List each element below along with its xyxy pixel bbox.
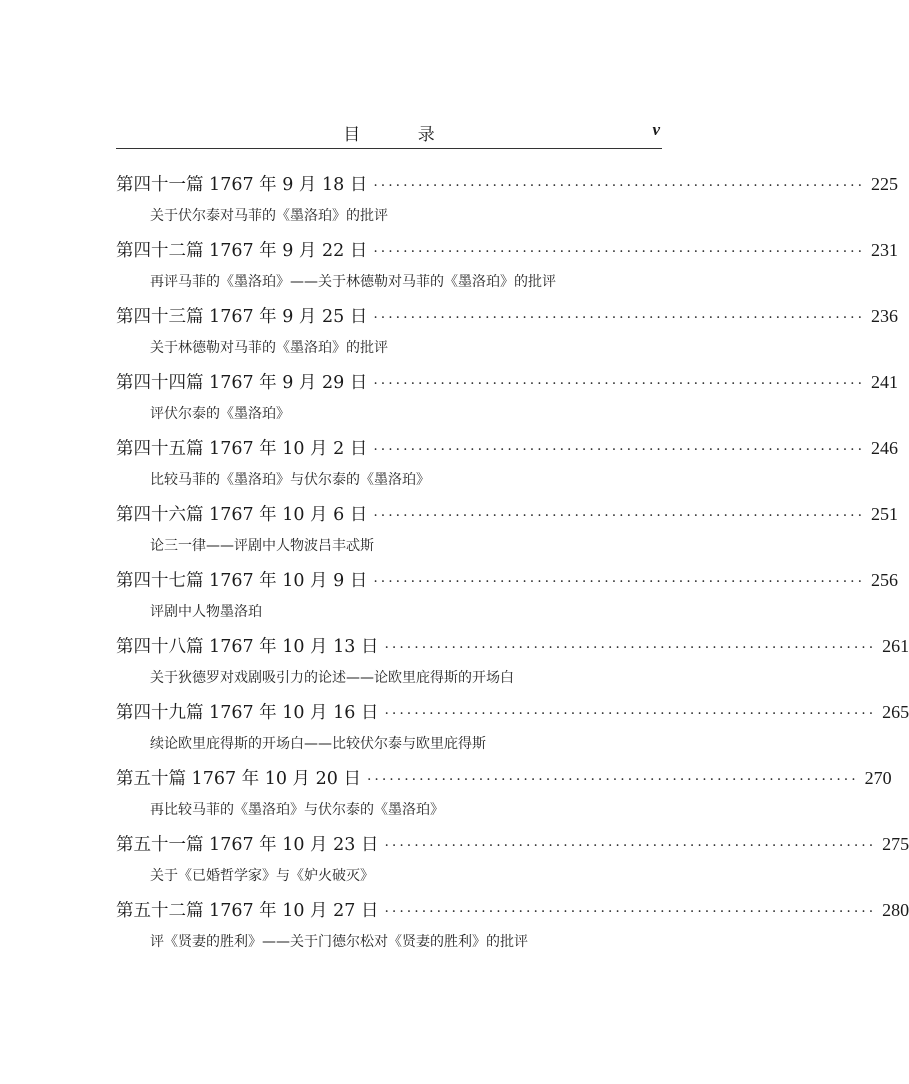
entry-page-number: 251 bbox=[871, 504, 899, 524]
entry-subtitle: 关于林德勒对马菲的《墨洛珀》的批评 bbox=[150, 340, 388, 356]
entry-title: 第四十二篇 1767 年 9 月 22 日 bbox=[116, 241, 368, 261]
entry-title: 第四十一篇 1767 年 9 月 18 日 bbox=[116, 175, 368, 195]
entry-title: 第四十七篇 1767 年 10 月 9 日 bbox=[116, 571, 368, 591]
entry-subtitle: 论三一律——评剧中人物波吕丰忒斯 bbox=[150, 538, 374, 554]
entry-page-number: 261 bbox=[882, 636, 909, 656]
dot-leader: ·································································· bbox=[373, 442, 866, 458]
entry-subtitle: 再评马菲的《墨洛珀》——关于林德勒对马菲的《墨洛珀》的批评 bbox=[150, 274, 556, 290]
toc-entry[interactable] bbox=[116, 237, 899, 303]
entry-page-number: 280 bbox=[882, 900, 909, 920]
entry-page-number: 241 bbox=[871, 372, 899, 392]
dot-leader: ·································································· bbox=[384, 640, 877, 656]
entry-page-number: 265 bbox=[882, 702, 909, 722]
entry-subtitle: 关于狄德罗对戏剧吸引力的论述——论欧里庇得斯的开场白 bbox=[150, 670, 514, 686]
entry-page-number: 256 bbox=[871, 570, 899, 590]
dot-leader: ·································································· bbox=[384, 838, 877, 854]
entry-subtitle: 续论欧里庇得斯的开场白——比较伏尔泰与欧里庇得斯 bbox=[150, 736, 486, 752]
entry-subtitle: 关于《已婚哲学家》与《妒火破灭》 bbox=[150, 868, 374, 884]
entry-subtitle: 评《贤妻的胜利》——关于门德尔松对《贤妻的胜利》的批评 bbox=[150, 934, 528, 950]
entry-subtitle: 关于伏尔泰对马菲的《墨洛珀》的批评 bbox=[150, 208, 388, 224]
entry-title: 第五十二篇 1767 年 10 月 27 日 bbox=[116, 901, 379, 921]
entry-title: 第四十六篇 1767 年 10 月 6 日 bbox=[116, 505, 368, 525]
toc-entry[interactable] bbox=[116, 369, 899, 435]
toc-entry[interactable] bbox=[116, 435, 899, 501]
entry-title: 第四十三篇 1767 年 9 月 25 日 bbox=[116, 307, 368, 327]
toc-entry[interactable] bbox=[116, 171, 899, 237]
entry-page-number: 246 bbox=[871, 438, 899, 458]
dot-leader: ·································································· bbox=[373, 508, 866, 524]
toc-entry[interactable] bbox=[116, 633, 909, 699]
entry-page-number: 236 bbox=[871, 306, 899, 326]
entry-page-number: 275 bbox=[882, 834, 909, 854]
dot-leader: ·································································· bbox=[373, 376, 866, 392]
dot-leader: ·································································· bbox=[373, 310, 866, 326]
entry-title: 第四十五篇 1767 年 10 月 2 日 bbox=[116, 439, 368, 459]
toc-entry[interactable] bbox=[116, 831, 909, 897]
table-of-contents bbox=[116, 171, 909, 963]
dot-leader: ·································································· bbox=[366, 772, 859, 788]
entry-page-number: 231 bbox=[871, 240, 899, 260]
entry-title: 第五十一篇 1767 年 10 月 23 日 bbox=[116, 835, 379, 855]
entry-page-number: 270 bbox=[864, 768, 892, 788]
entry-title: 第四十九篇 1767 年 10 月 16 日 bbox=[116, 703, 379, 723]
entry-title: 第四十四篇 1767 年 9 月 29 日 bbox=[116, 373, 368, 393]
entry-title: 第五十篇 1767 年 10 月 20 日 bbox=[116, 769, 361, 789]
entry-subtitle: 评剧中人物墨洛珀 bbox=[150, 604, 262, 620]
entry-subtitle: 再比较马菲的《墨洛珀》与伏尔泰的《墨洛珀》 bbox=[150, 802, 444, 818]
entry-subtitle: 比较马菲的《墨洛珀》与伏尔泰的《墨洛珀》 bbox=[150, 472, 430, 488]
dot-leader: ·································································· bbox=[384, 904, 877, 920]
page-number: v bbox=[652, 120, 660, 139]
dot-leader: ·································································· bbox=[373, 178, 866, 194]
toc-entry[interactable] bbox=[116, 501, 899, 567]
dot-leader: ·································································· bbox=[373, 244, 866, 260]
dot-leader: ·································································· bbox=[384, 706, 877, 722]
page-title: 目 录 bbox=[343, 125, 461, 145]
page-header bbox=[116, 114, 662, 149]
entry-subtitle: 评伏尔泰的《墨洛珀》 bbox=[150, 406, 290, 422]
entry-title: 第四十八篇 1767 年 10 月 13 日 bbox=[116, 637, 379, 657]
entry-page-number: 225 bbox=[871, 174, 899, 194]
toc-entry[interactable] bbox=[116, 699, 909, 765]
toc-entry[interactable] bbox=[116, 567, 899, 633]
dot-leader: ·································································· bbox=[373, 574, 866, 590]
toc-entry[interactable] bbox=[116, 897, 909, 963]
toc-entry[interactable] bbox=[116, 303, 899, 369]
toc-entry[interactable] bbox=[116, 765, 892, 831]
